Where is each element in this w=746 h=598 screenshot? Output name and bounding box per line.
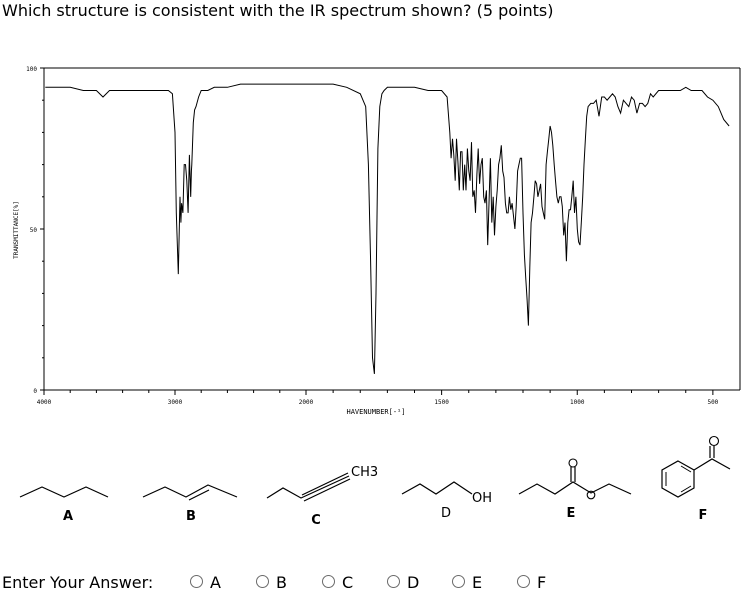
y-axis-label: TRANSMITTANCE[%] xyxy=(13,201,20,259)
x-tick-group xyxy=(37,390,719,406)
structure-choices xyxy=(0,430,746,550)
ch3-text: CH3 xyxy=(351,465,379,480)
structure-f-acetyl xyxy=(694,459,730,470)
radio-e[interactable] xyxy=(452,575,465,588)
x-tick-label: 2000 xyxy=(298,399,314,406)
structure-d-skeleton xyxy=(402,482,472,494)
structure-b-skeleton xyxy=(143,485,237,497)
option-a-label: A xyxy=(210,573,221,592)
option-d-label: D xyxy=(407,573,420,592)
x-tick-label: 500 xyxy=(707,399,719,406)
structure-f-ring xyxy=(662,461,694,497)
structure-e-carbonyl-o xyxy=(569,459,577,467)
structure-d[interactable] xyxy=(402,482,492,521)
structure-c-triple-bond-2 xyxy=(304,479,350,501)
x-tick-label: 3000 xyxy=(167,399,183,406)
y-tick-group xyxy=(26,66,44,395)
structure-c-skeleton xyxy=(267,476,349,498)
radio-a[interactable] xyxy=(190,575,203,588)
structure-a-label: A xyxy=(62,509,74,524)
structure-c-ch3 xyxy=(351,465,378,480)
structure-b-label: B xyxy=(186,509,196,524)
x-tick-label: 1000 xyxy=(570,399,585,406)
structure-c-label: C xyxy=(311,513,321,528)
structure-d-oh: OH xyxy=(472,491,493,506)
y-tick-label: 50 xyxy=(29,227,37,234)
x-tick-label: 4000 xyxy=(36,399,52,406)
structure-e[interactable] xyxy=(519,459,631,521)
radio-f[interactable] xyxy=(517,575,530,588)
option-c-label: C xyxy=(342,573,354,592)
structure-c-triple-bond-1 xyxy=(302,473,348,495)
spectrum-line xyxy=(45,84,729,374)
structure-a-skeleton xyxy=(20,487,108,497)
question-text: Which structure is consistent with the IR spectrum shown? (5 points) xyxy=(2,1,554,20)
y-tick-label: 100 xyxy=(26,66,37,73)
structure-e-skeleton xyxy=(519,482,631,494)
x-tick-label: 1500 xyxy=(434,399,449,406)
structure-d-label: D xyxy=(440,506,452,521)
structure-f[interactable] xyxy=(662,437,730,524)
structure-a[interactable] xyxy=(20,487,108,524)
radio-d[interactable] xyxy=(387,575,400,588)
option-e-label: E xyxy=(472,573,483,592)
y-tick-label: 0 xyxy=(33,388,37,395)
structure-b-double-bond xyxy=(189,490,209,500)
structure-c[interactable] xyxy=(267,465,378,528)
structure-e-label: E xyxy=(566,506,576,521)
structure-f-carbonyl-o xyxy=(710,437,719,446)
plot-frame xyxy=(44,68,740,390)
structure-f-label: F xyxy=(698,508,708,523)
option-f-label: F xyxy=(537,573,547,592)
answer-prompt: Enter Your Answer: xyxy=(2,573,154,592)
x-axis-label: HAVENUMBER[-¹] xyxy=(346,408,406,416)
option-b-label: B xyxy=(276,573,287,592)
ir-spectrum-chart xyxy=(0,60,746,420)
radio-b[interactable] xyxy=(256,575,269,588)
structure-b[interactable] xyxy=(143,485,237,524)
radio-c[interactable] xyxy=(322,575,335,588)
